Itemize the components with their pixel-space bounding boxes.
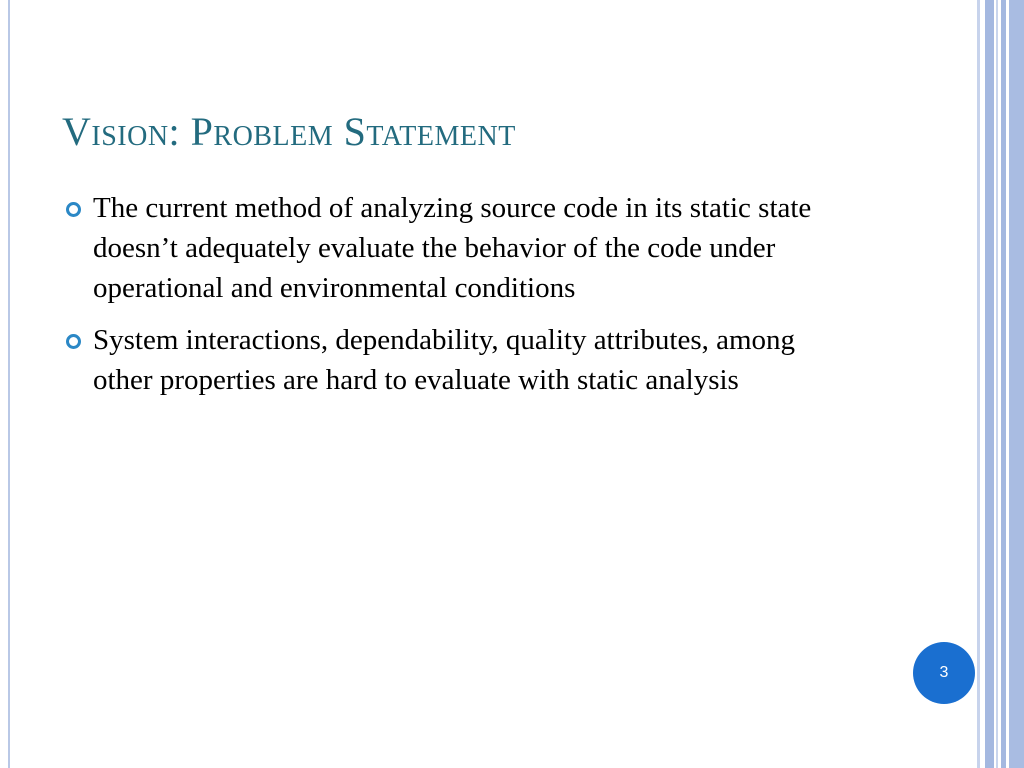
slide-title: Vision: Problem Statement bbox=[62, 109, 516, 154]
ring-bullet-icon bbox=[66, 334, 81, 349]
bullet-text: The current method of analyzing source code in its static state doesn’t adequately evaluate the behavior of the code under operational and environmental conditions bbox=[93, 192, 812, 304]
decorative-stripe bbox=[1009, 0, 1024, 768]
decorative-stripe bbox=[985, 0, 994, 768]
left-border-rule bbox=[8, 0, 10, 768]
ring-bullet-icon bbox=[66, 202, 81, 217]
bullet-text: System interactions, dependability, quality attributes, among other properties are hard to evaluate with static analysis bbox=[93, 324, 796, 396]
decorative-stripe bbox=[977, 0, 980, 768]
decorative-stripe bbox=[996, 0, 998, 768]
bullet-item bbox=[62, 188, 852, 308]
page-number-badge: 3 bbox=[913, 642, 975, 704]
bullet-item bbox=[62, 320, 852, 400]
bullet-list bbox=[62, 188, 852, 412]
decorative-stripe bbox=[1001, 0, 1006, 768]
